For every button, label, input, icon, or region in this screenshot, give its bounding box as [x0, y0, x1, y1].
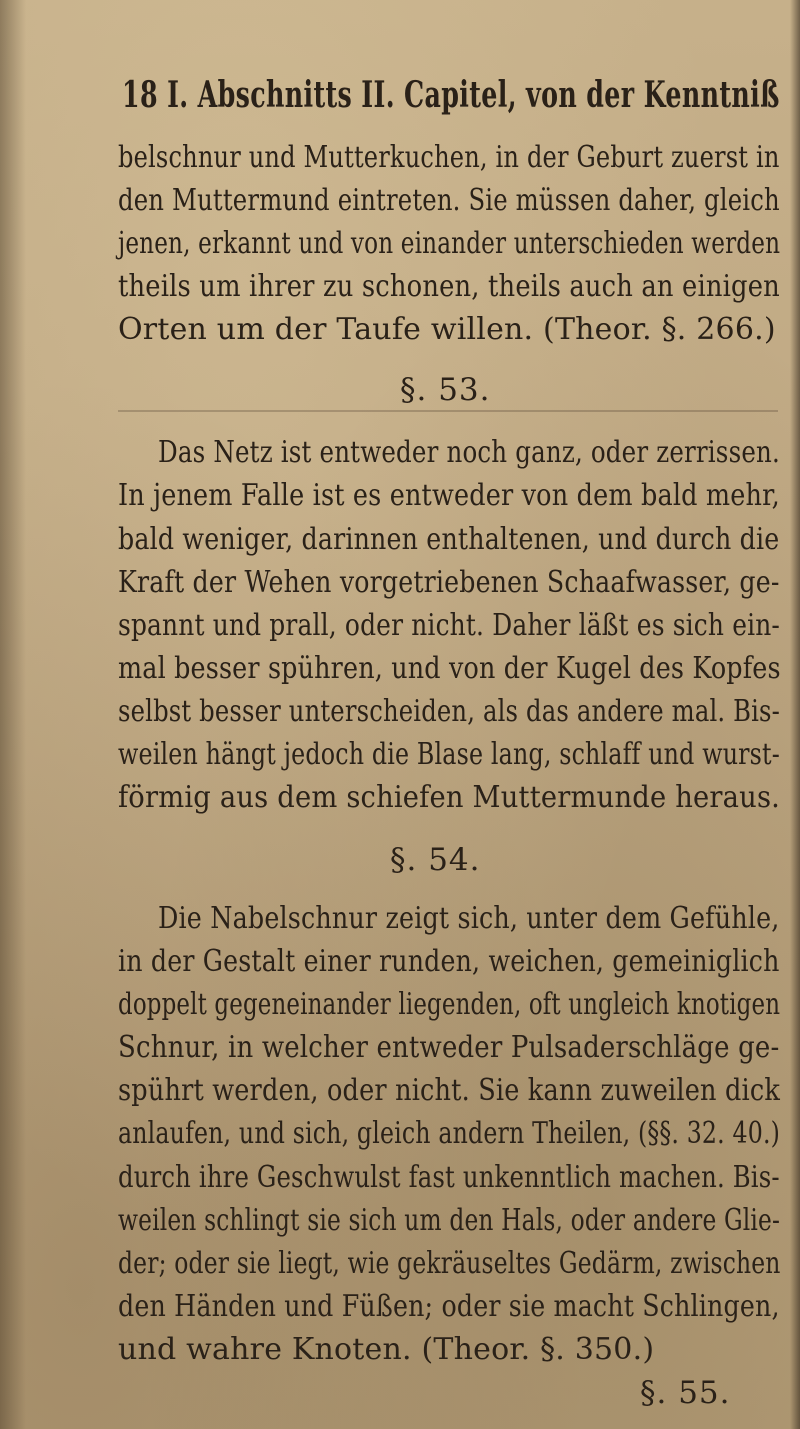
paragraph-53-line-3: bald weniger, darinnen enthaltenen, und durch die — [118, 521, 780, 557]
paragraph-53-line-9: förmig aus dem schiefen Muttermunde heraus. — [118, 780, 781, 816]
paragraph-53-line-4: Kraft der Wehen vorgetriebenen Schaafwasser, ge- — [118, 564, 780, 600]
paragraph-53-line-1: Das Netz ist entweder noch ganz, oder zerrissen. — [158, 435, 780, 471]
paragraph-1-line-4: theils um ihrer zu schonen, theils auch an einigen — [118, 268, 780, 304]
paragraph-53-line-8: weilen hängt jedoch die Blase lang, schlaff und wurst- — [118, 737, 780, 772]
paragraph-54-line-11: und wahre Knoten. (Theor. §. 350.) — [118, 1331, 655, 1367]
paragraph-53-line-5: spannt und prall, oder nicht. Daher läßt es sich ein- — [118, 607, 781, 643]
paragraph-53-line-7: selbst besser unterscheiden, als das andere mal. Bis- — [118, 693, 781, 729]
paragraph-1-line-2: den Muttermund eintreten. Sie müssen daher, gleich — [118, 182, 780, 218]
paragraph-54-line-3: doppelt gegeneinander liegenden, oft ungleich knotigen — [118, 987, 781, 1022]
paragraph-54-line-7: durch ihre Geschwulst fast unkenntlich machen. Bis- — [118, 1159, 780, 1195]
paragraph-1-line-5: Orten um der Taufe willen. (Theor. §. 266.) — [118, 312, 776, 347]
paragraph-54-line-6: anlaufen, und sich, gleich andern Theilen, (§§. 32. 40.) — [118, 1116, 781, 1152]
paragraph-53-line-2: In jenem Falle ist es entweder von dem bald mehr, — [118, 478, 780, 514]
paragraph-54-line-9: der; oder sie liegt, wie gekräuseltes Gedärm, zwischen — [118, 1245, 781, 1281]
paragraph-54-line-10: den Händen und Füßen; oder sie macht Schlingen, — [118, 1288, 780, 1324]
paragraph-54-line-4: Schnur, in welcher entweder Pulsaderschläge ge- — [118, 1030, 780, 1066]
paragraph-1-line-1: belschnur und Mutterkuchen, in der Geburt zuerst in — [118, 139, 780, 175]
running-header: 18 I. Abschnitts II. Capitel, von der Kenntniß — [122, 74, 780, 116]
catchword: §. 55. — [640, 1375, 731, 1411]
paragraph-54-line-8: weilen schlingt sie sich um den Hals, oder andere Glie- — [118, 1202, 781, 1238]
section-heading-54: §. 54. — [390, 842, 481, 879]
paragraph-54-line-1: Die Nabelschnur zeigt sich, unter dem Gefühle, — [158, 900, 780, 936]
paragraph-54-line-5: spührt werden, oder nicht. Sie kann zuweilen dick — [118, 1073, 780, 1109]
section-heading-53: §. 53. — [400, 372, 491, 409]
paragraph-53-line-6: mal besser spühren, und von der Kugel des Kopfes — [118, 650, 781, 686]
ornament-rule — [118, 410, 778, 412]
paragraph-54-line-2: in der Gestalt einer runden, weichen, gemeiniglich — [118, 943, 780, 979]
paragraph-1-line-3: jenen, erkannt und von einander unterschieden werden — [118, 225, 781, 261]
